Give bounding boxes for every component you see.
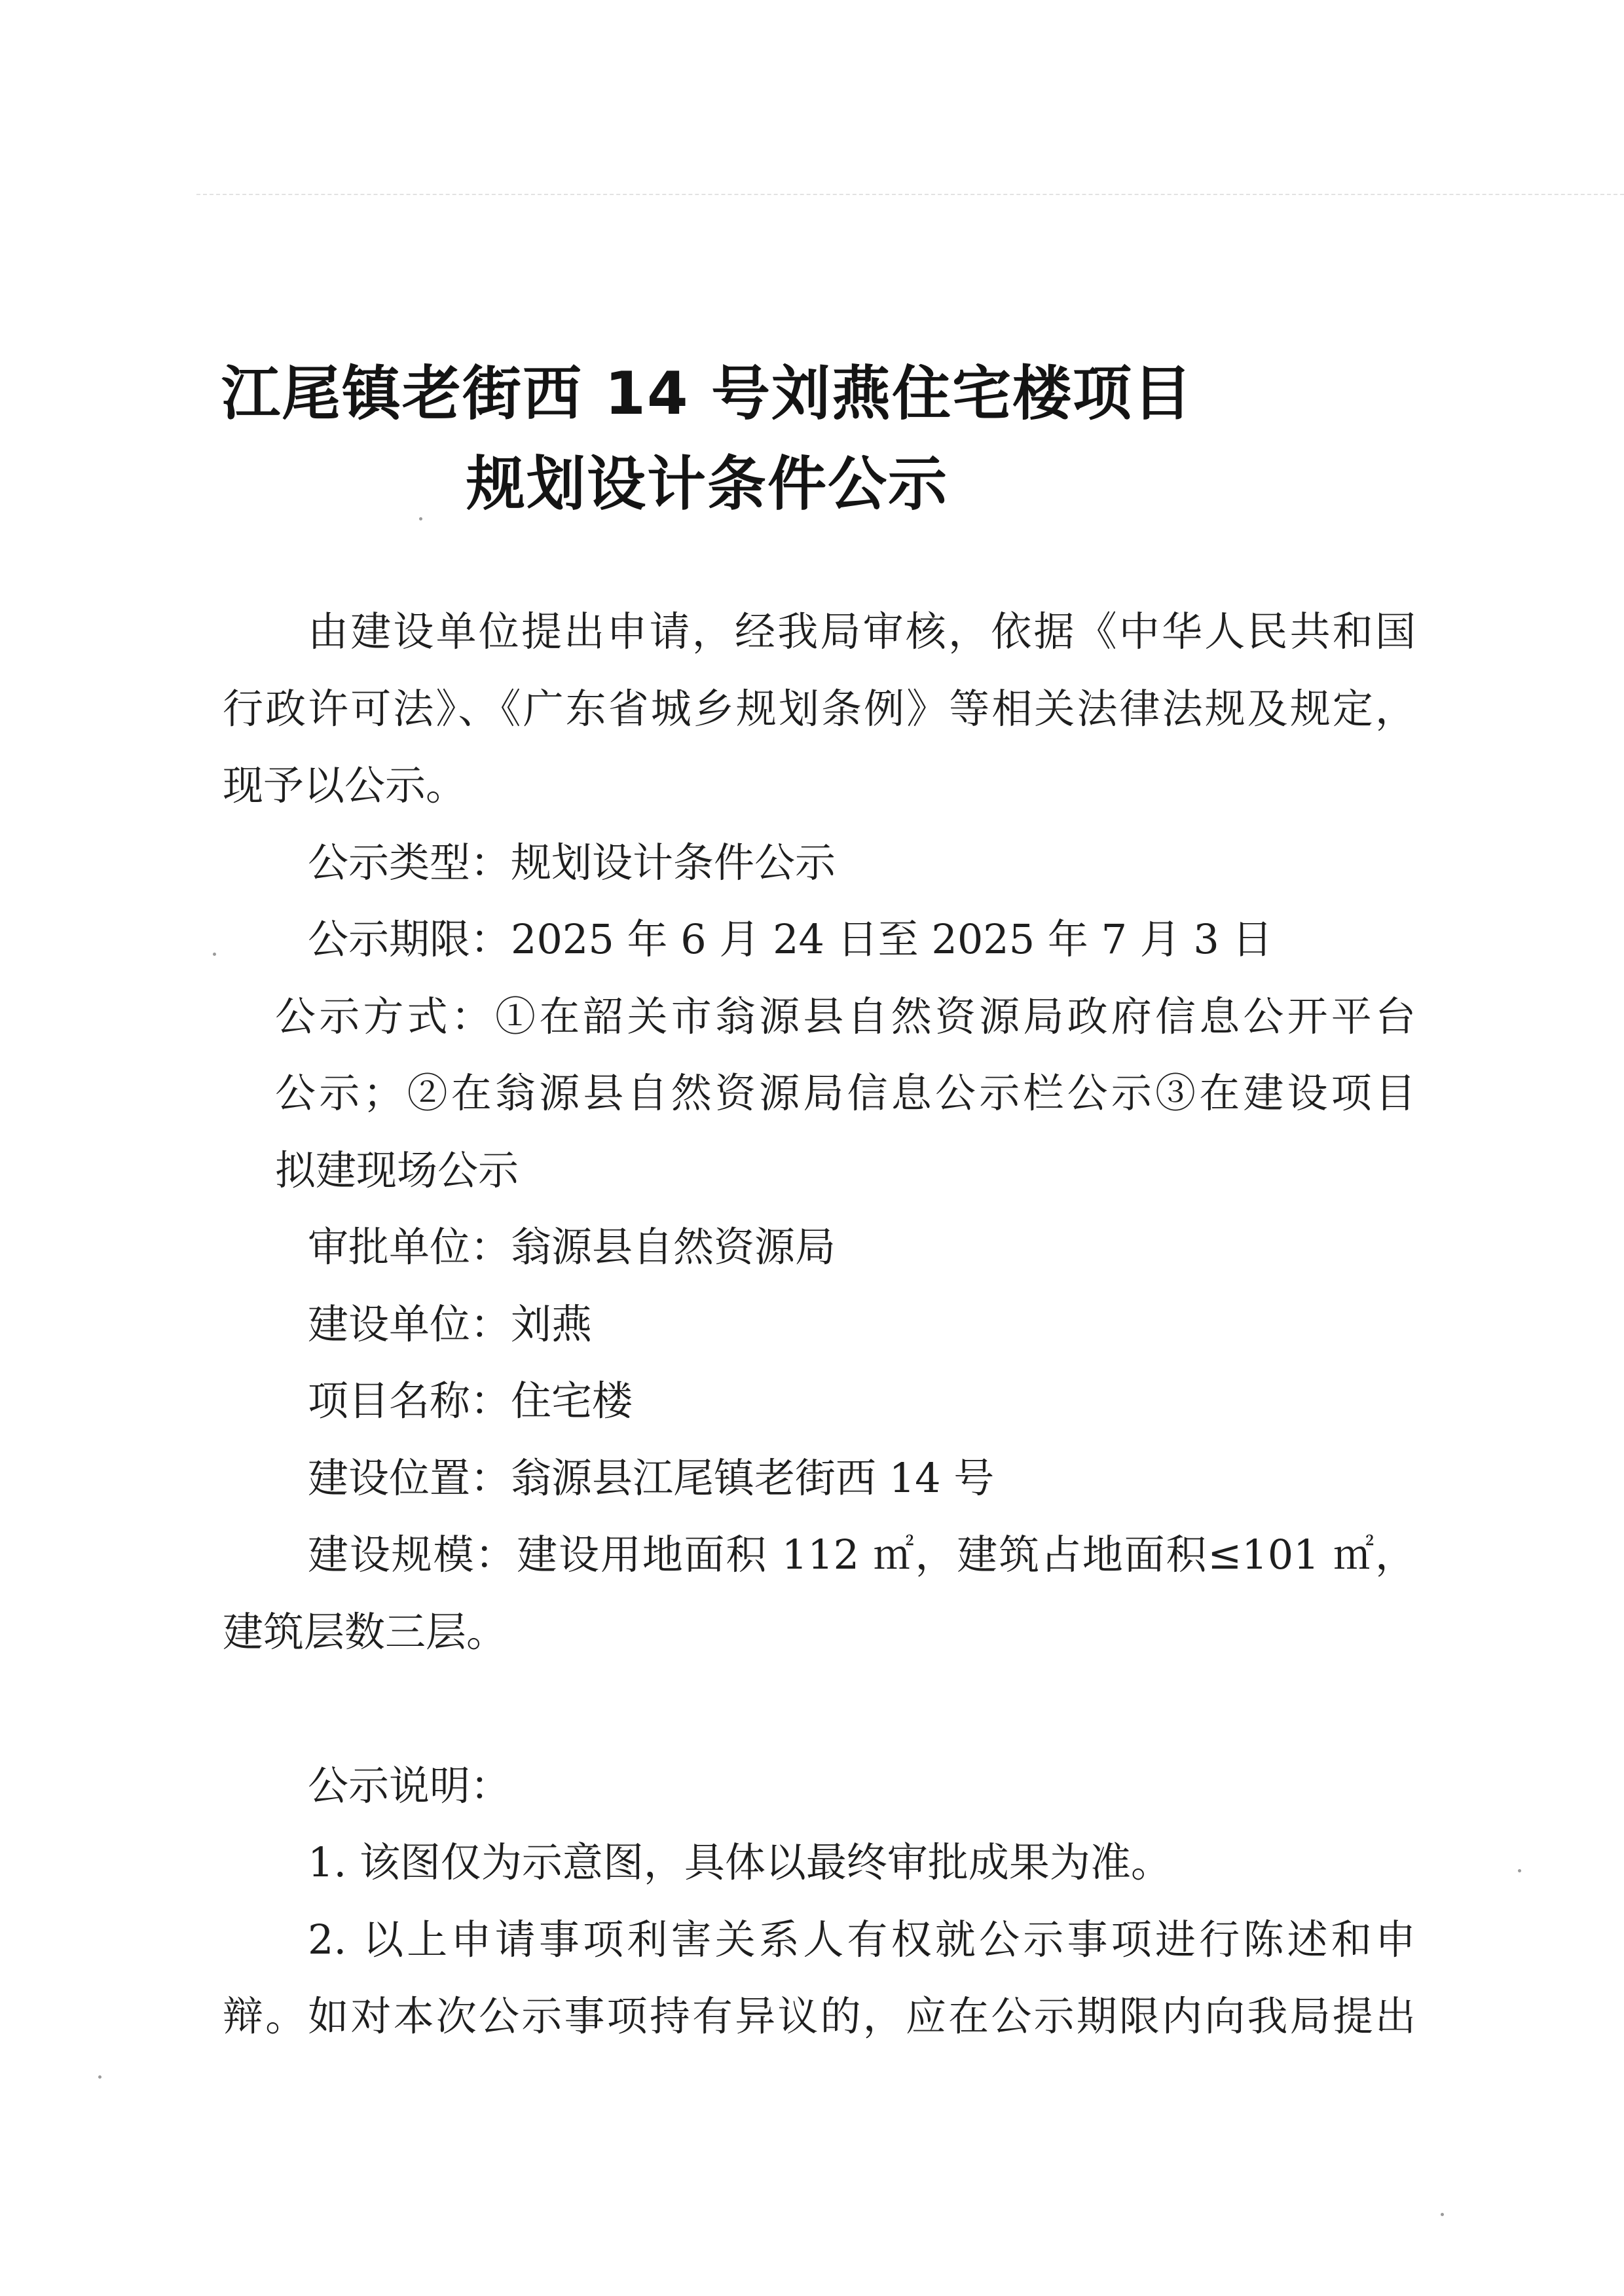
notice-method-line-2: 公示；②在翁源县自然资源局信息公示栏公示③在建设项目 (275, 1069, 1416, 1117)
notes-item-2-line-2: 辩。如对本次公示事项持有异议的，应在公示期限内向我局提出 (223, 1992, 1416, 2040)
construction-scale-line-2: 建筑层数三层。 (223, 1608, 507, 1656)
scan-speck (213, 953, 216, 956)
construction-scale-line-1: 建设规模：建设用地面积 112 ㎡，建筑占地面积≤101 ㎡， (308, 1531, 1416, 1578)
scan-artifact-line (196, 194, 1624, 195)
intro-line-2: 行政许可法》、《广东省城乡规划条例》等相关法律法规及规定， (223, 685, 1416, 733)
title-line-1: 江尾镇老街西 14 号刘燕住宅楼项目 (221, 359, 1193, 428)
project-name: 项目名称：住宅楼 (308, 1377, 633, 1425)
notes-item-1: 1. 该图仅为示意图，具体以最终审批成果为准。 (308, 1838, 1172, 1886)
intro-line-1: 由建设单位提出申请，经我局审核，依据《中华人民共和国 (308, 608, 1416, 655)
construction-location: 建设位置：翁源县江尾镇老街西 14 号 (308, 1454, 995, 1502)
construction-unit: 建设单位：刘燕 (308, 1300, 593, 1348)
notes-heading: 公示说明： (308, 1762, 511, 1810)
scan-speck (419, 517, 422, 520)
scan-speck (1518, 1869, 1521, 1872)
scan-speck (98, 2075, 101, 2079)
approval-unit: 审批单位：翁源县自然资源局 (308, 1223, 836, 1271)
notice-method-line-1: 公示方式：①在韶关市翁源县自然资源局政府信息公开平台 (275, 993, 1416, 1040)
title-line-2: 规划设计条件公示 (466, 450, 948, 519)
notes-item-2-line-1: 2. 以上申请事项利害关系人有权就公示事项进行陈述和申 (308, 1916, 1416, 1963)
notice-period: 公示期限：2025 年 6 月 24 日至 2025 年 7 月 3 日 (308, 915, 1273, 963)
notice-method-line-3: 拟建现场公示 (275, 1146, 519, 1194)
intro-line-3: 现予以公示。 (223, 761, 467, 809)
notice-type: 公示类型：规划设计条件公示 (308, 839, 836, 886)
scan-speck (1441, 2213, 1444, 2216)
